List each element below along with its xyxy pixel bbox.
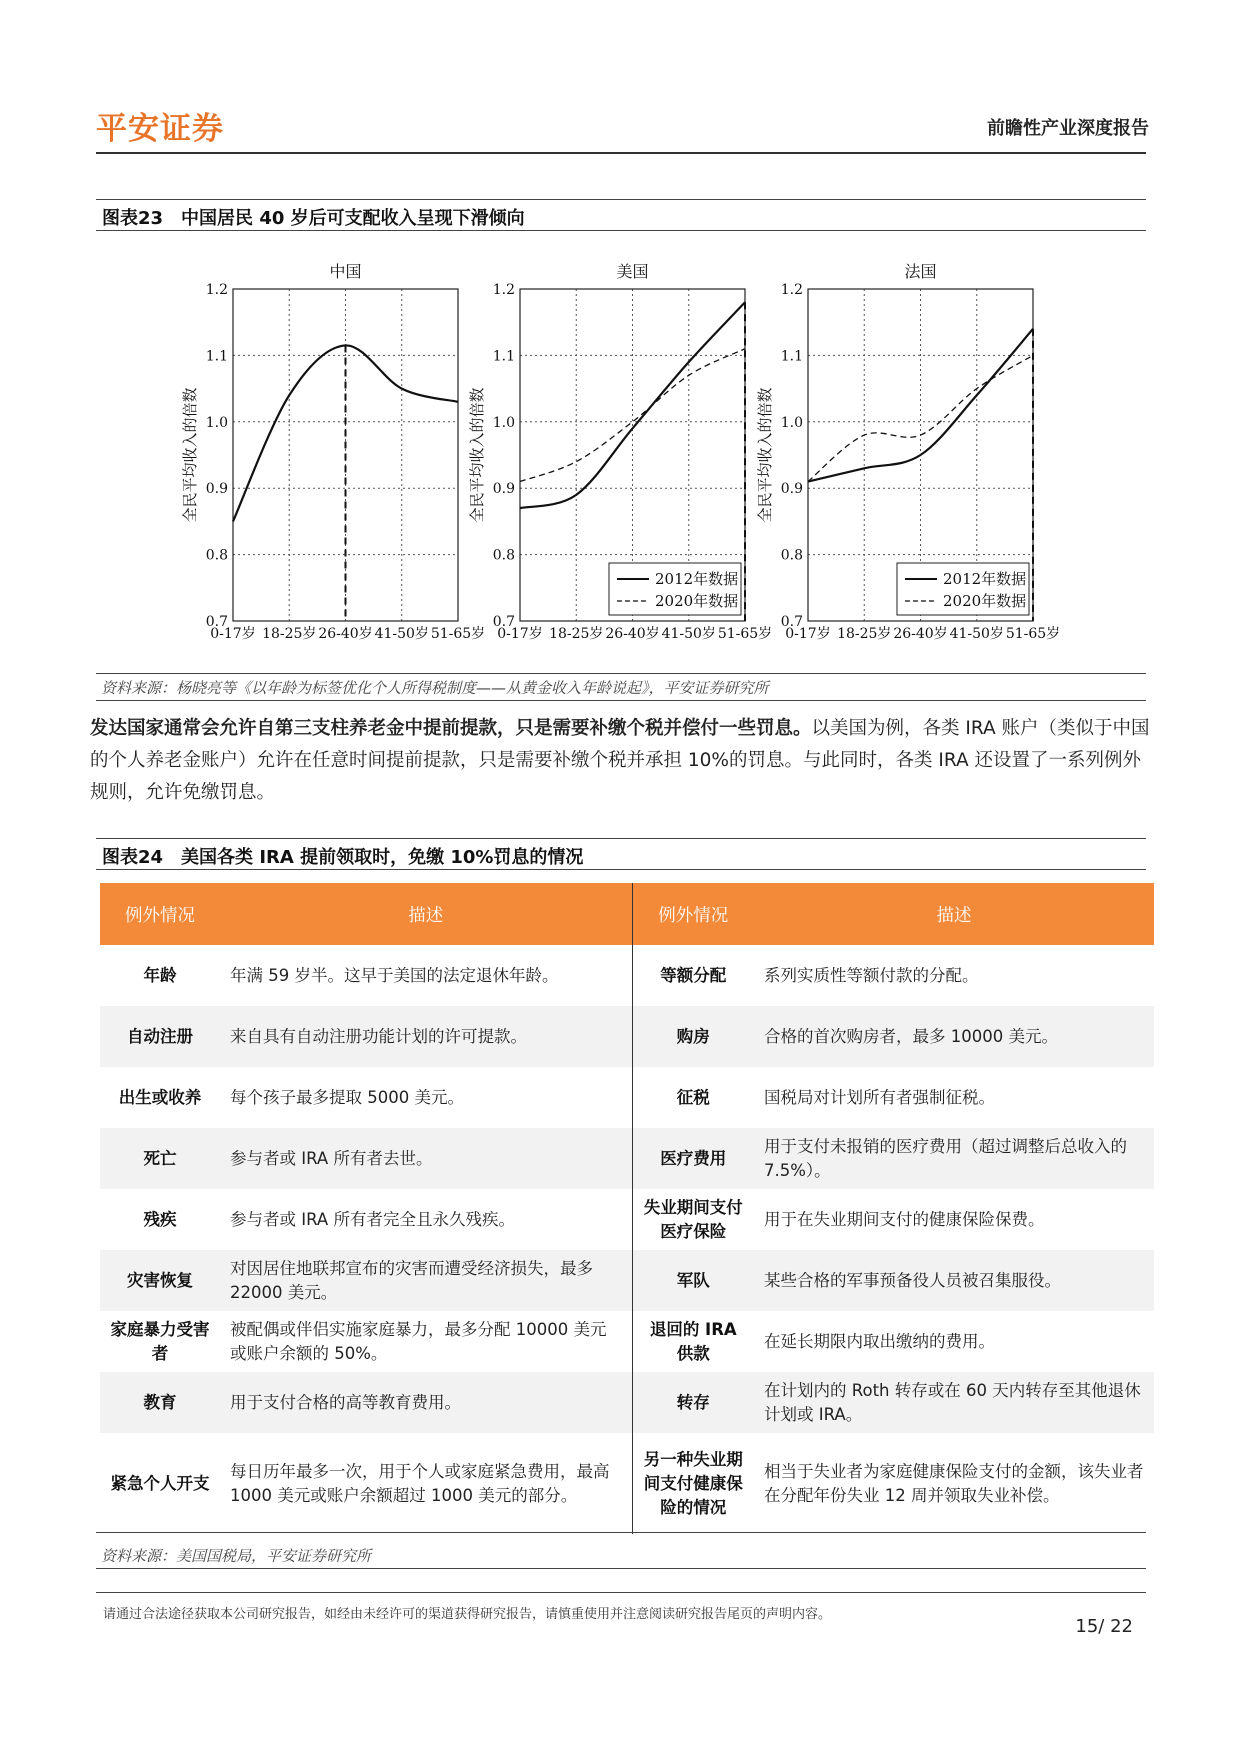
description-cell: 每个孩子最多提取 5000 美元。 xyxy=(230,1087,464,1107)
description-cell: 年满 59 岁半。这早于美国的法定退休年龄。 xyxy=(230,965,559,985)
y-tick-label: 0.7 xyxy=(492,614,515,630)
x-tick-label: 26-40岁 xyxy=(893,626,948,642)
figure24-title: 图表24 美国各类 IRA 提前领取时，免缴 10%罚息的情况 xyxy=(102,847,584,868)
y-tick-label: 1.0 xyxy=(780,414,803,431)
description-cell: 在计划内的 Roth 转存或在 60 天内转存至其他退休计划或 IRA。 xyxy=(754,1372,1154,1433)
y-tick-label: 1.2 xyxy=(780,282,803,298)
footer-disclaimer: 请通过合法途径获取本公司研究报告，如经由未经许可的渠道获得研究报告，请慎重使用并注意阅读研究报告尾页的声明内容。 xyxy=(103,1607,832,1622)
y-tick-label: 0.7 xyxy=(780,614,803,630)
legend xyxy=(897,563,1029,615)
header-description: 描述 xyxy=(220,883,632,945)
description-cell: 对因居住地联邦宣布的灾害而遭受经济损失，最多 22000 美元。 xyxy=(220,1250,632,1311)
y-tick-label: 0.9 xyxy=(492,481,515,498)
exception-cell: 退回的 IRA 供款 xyxy=(632,1311,754,1372)
chart-title: 中国 xyxy=(329,262,362,281)
figure23-source: 资料来源：杨晓亮等《以年龄为标签优化个人所得税制度——从黄金收入年龄说起》，平安证券研究所 xyxy=(101,679,769,697)
chart-0 xyxy=(181,262,485,642)
y-tick-label: 0.8 xyxy=(205,547,228,564)
header-exception: 例外情况 xyxy=(632,883,754,945)
legend-label: 2012年数据 xyxy=(943,570,1027,588)
x-tick-label: 18-25岁 xyxy=(549,626,604,642)
header-description: 描述 xyxy=(754,883,1154,945)
table-row xyxy=(100,1067,1154,1128)
y-tick-label: 1.1 xyxy=(780,348,803,365)
x-tick-label: 41-50岁 xyxy=(949,626,1004,642)
body-paragraph xyxy=(90,713,1152,809)
chart-title: 法国 xyxy=(904,262,937,281)
y-tick-label: 1.2 xyxy=(205,282,228,298)
figure23-title: 图表23 中国居民 40 岁后可支配收入呈现下滑倾向 xyxy=(102,208,525,229)
exception-cell: 死亡 xyxy=(100,1128,220,1189)
description-cell: 参与者或 IRA 所有者去世。 xyxy=(220,1128,632,1189)
description-cell: 系列实质性等额付款的分配。 xyxy=(764,965,979,985)
exception-cell: 等额分配 xyxy=(632,945,754,1006)
x-tick-label: 26-40岁 xyxy=(318,626,373,642)
figure24-bottom-rule xyxy=(96,1568,1146,1569)
description-cell: 某些合格的军事预备役人员被召集服役。 xyxy=(754,1250,1154,1311)
x-tick-label: 0-17岁 xyxy=(497,626,543,642)
figure23-charts xyxy=(0,0,1241,660)
chart-2 xyxy=(756,262,1060,642)
x-tick-label: 26-40岁 xyxy=(605,626,660,642)
legend xyxy=(609,563,741,615)
figure23-bottom-rule xyxy=(96,700,1146,701)
table-row xyxy=(100,945,1154,1006)
y-tick-label: 0.7 xyxy=(205,614,228,630)
x-tick-label: 41-50岁 xyxy=(374,626,429,642)
table-row xyxy=(100,1250,1154,1311)
x-tick-label: 18-25岁 xyxy=(837,626,892,642)
exception-cell: 征税 xyxy=(632,1067,754,1128)
page-number: 15/ 22 xyxy=(1075,1616,1133,1637)
description-cell: 在延长期限内取出缴纳的费用。 xyxy=(764,1331,995,1351)
x-tick-label: 51-65岁 xyxy=(1005,626,1061,642)
y-tick-label: 1.0 xyxy=(205,414,228,431)
exceptions-table xyxy=(100,883,1154,1534)
chart-title: 美国 xyxy=(616,262,649,281)
description-cell: 用于在失业期间支付的健康保险保费。 xyxy=(764,1209,1045,1229)
description-cell: 参与者或 IRA 所有者完全且永久残疾。 xyxy=(230,1209,515,1229)
y-tick-label: 0.8 xyxy=(780,547,803,564)
description-cell: 相当于失业者为家庭健康保险支付的金额，该失业者在分配年份失业 12 周并领取失业补偿。 xyxy=(764,1461,1144,1505)
description-cell: 用于支付合格的高等教育费用。 xyxy=(220,1372,632,1433)
y-tick-label: 1.1 xyxy=(205,348,228,365)
exception-cell: 家庭暴力受害者 xyxy=(110,1319,210,1363)
description-cell: 合格的首次购房者，最多 10000 美元。 xyxy=(754,1006,1154,1067)
figure24-source: 资料来源：美国国税局，平安证券研究所 xyxy=(101,1547,372,1565)
description-cell: 每日历年最多一次，用于个人或家庭紧急费用，最高 1000 美元或账户余额超过 1000 美元的部分。 xyxy=(230,1461,610,1505)
y-tick-label: 0.8 xyxy=(492,547,515,564)
y-tick-label: 0.9 xyxy=(780,481,803,498)
y-tick-label: 1.0 xyxy=(492,414,515,431)
description-cell: 用于支付未报销的医疗费用（超过调整后总收入的 7.5%）。 xyxy=(754,1128,1154,1189)
exception-cell: 残疾 xyxy=(143,1209,177,1229)
exception-cell: 教育 xyxy=(100,1372,220,1433)
paragraph-lead: 发达国家通常会允许自第三支柱养老金中提前提款，只是需要补缴个税并偿付一些罚息。 xyxy=(90,718,812,739)
description-cell: 国税局对计划所有者强制征税。 xyxy=(764,1087,995,1107)
x-tick-label: 0-17岁 xyxy=(785,626,831,642)
y-tick-label: 1.2 xyxy=(492,282,515,298)
table-row xyxy=(100,1006,1154,1067)
exception-cell: 失业期间支付医疗保险 xyxy=(632,1189,754,1250)
table-row xyxy=(100,1372,1154,1433)
exception-cell: 自动注册 xyxy=(100,1006,220,1067)
footer-rule xyxy=(96,1592,1146,1593)
y-axis-label: 全民平均收入的倍数 xyxy=(468,387,486,523)
figure23-source-rule xyxy=(96,673,1146,674)
exception-cell: 医疗费用 xyxy=(632,1128,754,1189)
exception-cell: 年龄 xyxy=(143,965,177,985)
y-tick-label: 0.9 xyxy=(205,481,228,498)
y-axis-label: 全民平均收入的倍数 xyxy=(756,387,774,523)
table-row xyxy=(100,1128,1154,1189)
figure24-source-rule xyxy=(96,1532,1146,1533)
x-tick-label: 51-65岁 xyxy=(717,626,773,642)
y-axis-label: 全民平均收入的倍数 xyxy=(181,387,199,523)
company-logo: 平安证券 xyxy=(96,111,224,147)
y-tick-label: 1.1 xyxy=(492,348,515,365)
exception-cell: 购房 xyxy=(632,1006,754,1067)
table-row xyxy=(100,1311,1154,1372)
figure24-title-rule xyxy=(96,869,1146,870)
table-row xyxy=(100,1189,1154,1250)
exception-cell: 另一种失业期间支付健康保险的情况 xyxy=(632,1433,754,1534)
x-tick-label: 41-50岁 xyxy=(661,626,716,642)
exception-cell: 转存 xyxy=(632,1372,754,1433)
table-header-row xyxy=(100,883,1154,945)
x-tick-label: 0-17岁 xyxy=(210,626,256,642)
legend-label: 2020年数据 xyxy=(655,592,739,610)
figure24-top-rule xyxy=(96,838,1146,839)
description-cell: 被配偶或伴侣实施家庭暴力，最多分配 10000 美元或账户余额的 50%。 xyxy=(230,1319,607,1363)
paragraph-rest: 以美国为例，各类 IRA 账户（类似于中国的个人养老金账户）允许在任意时间提前提款，只是需要补缴个税并承担 10%的罚息。与此同时，各类 IRA 还设置了一系列例外规则，允许免缴罚息。 xyxy=(90,718,1150,803)
exception-cell: 出生或收养 xyxy=(118,1087,202,1107)
x-tick-label: 51-65岁 xyxy=(430,626,486,642)
report-type-label: 前瞻性产业深度报告 xyxy=(987,118,1149,139)
header-exception: 例外情况 xyxy=(100,883,220,945)
legend-label: 2020年数据 xyxy=(943,592,1027,610)
legend-label: 2012年数据 xyxy=(655,570,739,588)
exception-cell: 军队 xyxy=(632,1250,754,1311)
exception-cell: 灾害恢复 xyxy=(100,1250,220,1311)
x-tick-label: 18-25岁 xyxy=(262,626,317,642)
chart-1 xyxy=(468,262,772,642)
exception-cell: 紧急个人开支 xyxy=(110,1473,210,1493)
table-row xyxy=(100,1433,1154,1534)
description-cell: 来自具有自动注册功能计划的许可提款。 xyxy=(220,1006,632,1067)
